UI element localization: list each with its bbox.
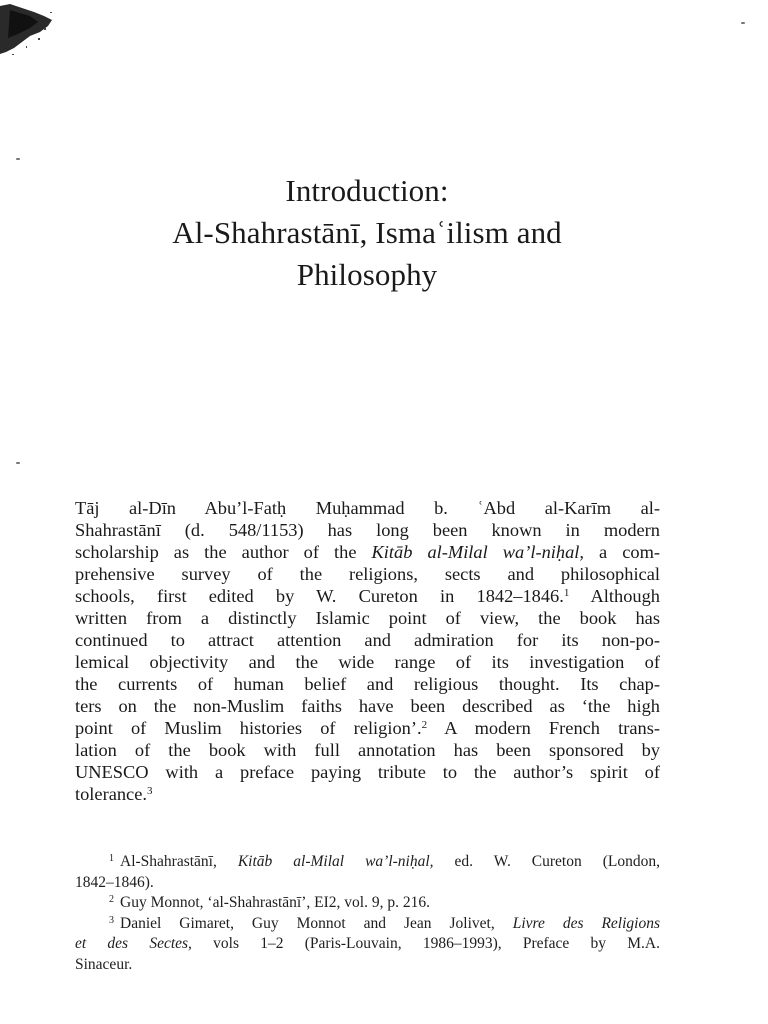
footnote xyxy=(75,914,660,935)
scan-speck xyxy=(16,462,20,464)
book-title: Kitāb al-Milal wa’l-niḥal, xyxy=(371,542,584,562)
text-line: continued to attract attention and admiration for its non-po- xyxy=(75,630,660,650)
footnote-continuation: 1842–1846). xyxy=(75,873,154,891)
footnote-continuation: Sinaceur. xyxy=(75,955,133,973)
text-line: prehensive survey of the religions, sects and philosophical xyxy=(75,564,660,584)
footnote-continuation xyxy=(75,934,660,955)
text-run: schools, first edited by W. Cureton in 1842–1846. xyxy=(75,586,564,606)
text-run: tolerance. xyxy=(75,784,147,804)
text-line: the currents of human belief and religious thought. Its chap- xyxy=(75,674,660,694)
text-run: Although xyxy=(569,586,661,606)
text-line: written from a distinctly Islamic point of view, the book has xyxy=(75,608,660,628)
scan-artifact-mark xyxy=(0,2,58,58)
footnote-marker[interactable]: 3 xyxy=(146,785,153,797)
footnote-marker[interactable]: 1 xyxy=(563,587,570,599)
footnote-marker[interactable]: 2 xyxy=(421,719,428,731)
footnote-number: 2 xyxy=(109,894,114,905)
text-line xyxy=(75,717,660,739)
body-paragraph xyxy=(75,497,660,805)
footnote-text: Al-Shahrastānī, xyxy=(120,853,238,870)
footnote xyxy=(75,852,660,873)
chapter-title xyxy=(0,170,734,296)
text-line: Tāj al-Dīn Abu’l-Fatḥ Muḥammad b. ʿAbd al-Karīm al- xyxy=(75,498,660,518)
text-line: ters on the non-Muslim faiths have been described as ‘the high xyxy=(75,696,660,716)
chapter-title-line: Philosophy xyxy=(296,257,438,292)
text-line xyxy=(75,783,660,805)
text-line: UNESCO with a preface paying tribute to the author’s spirit of xyxy=(75,762,660,782)
footnote-number: 1 xyxy=(109,853,114,864)
text-line xyxy=(75,585,660,607)
text-line: lemical objectivity and the wide range of its investigation of xyxy=(75,652,660,672)
footnote-number: 3 xyxy=(109,914,114,926)
footnote-book-title: et des Sectes, xyxy=(75,935,192,952)
chapter-title-line: Al-Shahrastānī, Ismaʿilism and xyxy=(172,215,562,250)
text-run: A modern French trans- xyxy=(427,718,660,738)
scan-speck xyxy=(16,158,20,160)
chapter-title-line: Introduction: xyxy=(285,173,449,208)
footnote-text: Daniel Gimaret, Guy Monnot and Jean Jolivet, xyxy=(120,914,513,932)
scan-speck xyxy=(741,22,745,24)
text-run: a com- xyxy=(583,542,661,562)
text-line: Shahrastānī (d. 548/1153) has long been known in modern xyxy=(75,520,660,540)
footnote-text: Guy Monnot, ‘al-Shahrastānī’, EI2, vol. 9, p. 216. xyxy=(120,894,430,911)
footnote-text: ed. W. Cureton (London, xyxy=(433,853,660,870)
text-run: point of Muslim histories of religion’. xyxy=(75,718,422,738)
footnote-book-title: Kitāb al-Milal wa’l-niḥal, xyxy=(237,853,434,870)
footnotes xyxy=(75,852,660,975)
text-run: scholarship as the author of the xyxy=(75,542,372,562)
text-run: book with full annotation has been sponsored by xyxy=(208,740,660,760)
text-run: lation of the xyxy=(75,740,209,760)
footnote-book-title: Livre des Religions xyxy=(512,914,661,932)
text-line xyxy=(75,739,660,761)
text-line xyxy=(75,541,660,563)
footnote-text: vols 1–2 (Paris-Louvain, 1986–1993), Preface by M.A. xyxy=(191,935,661,952)
footnote xyxy=(75,893,660,914)
